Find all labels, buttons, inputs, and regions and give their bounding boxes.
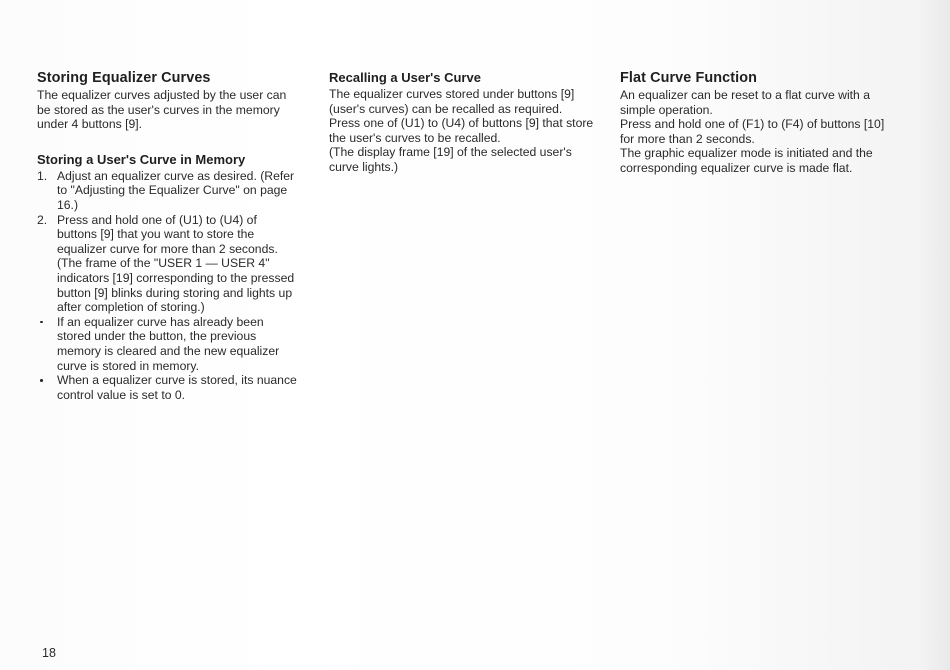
storing-notes (37, 315, 299, 403)
flat-curve-paragraph: An equalizer can be reset to a flat curve with a simple operation. (620, 88, 870, 117)
flat-curve-paragraph: The graphic equalizer mode is initiated and the corresponding equalizer curve is made flat. (620, 146, 873, 175)
storing-title: Storing Equalizer Curves (37, 70, 211, 86)
note-text: When a equalizer curve is stored, its nuance control value is set to 0. (57, 373, 297, 402)
storing-steps (37, 169, 299, 315)
recalling-paragraph: (The display frame [19] of the selected user's curve lights.) (329, 145, 572, 174)
flat-curve-title: Flat Curve Function (620, 70, 758, 86)
recalling-section (329, 70, 597, 175)
recalling-title: Recalling a User's Curve (329, 70, 481, 85)
step-text: Adjust an equalizer curve as desired. (Refer to "Adjusting the Equalizer Curve" on page 16.) (57, 168, 295, 212)
flat-curve-paragraph: Press and hold one of (F1) to (F4) of buttons [10] for more than 2 seconds. (620, 117, 885, 146)
flat-curve-section (620, 70, 888, 176)
storing-section (37, 70, 299, 402)
step-number: 1. (37, 168, 48, 183)
storing-subtitle: Storing a User's Curve in Memory (37, 151, 246, 167)
note-text: If an equalizer curve has already been stored under the button, the previous memory is cleared and the new equalizer curve is stored in memory. (57, 314, 280, 373)
bullet-icon (40, 379, 43, 382)
step-number: 2. (37, 212, 48, 227)
note-item (37, 315, 299, 373)
recalling-paragraph: The equalizer curves stored under buttons [9] (user's curves) can be recalled as required. (329, 87, 575, 116)
step-item (37, 213, 299, 315)
storing-intro: The equalizer curves adjusted by the user can be stored as the user's curves in the memory under 4 buttons [9]. (37, 88, 287, 132)
bullet-icon (40, 321, 43, 324)
note-item (37, 373, 299, 402)
step-text: Press and hold one of (U1) to (U4) of buttons [9] that you want to store the equalizer curve for more than 2 seconds. (The frame of the "USER 1 — USER 4" indicators [19] corresponding to the pressed button [9] blinks during storing and lights up after completion of storing.) (57, 212, 295, 315)
page-number: 18 (42, 646, 56, 660)
step-item (37, 169, 299, 213)
recalling-paragraph: Press one of (U1) to (U4) of buttons [9] that store the user's curves to be recalled. (329, 116, 594, 145)
